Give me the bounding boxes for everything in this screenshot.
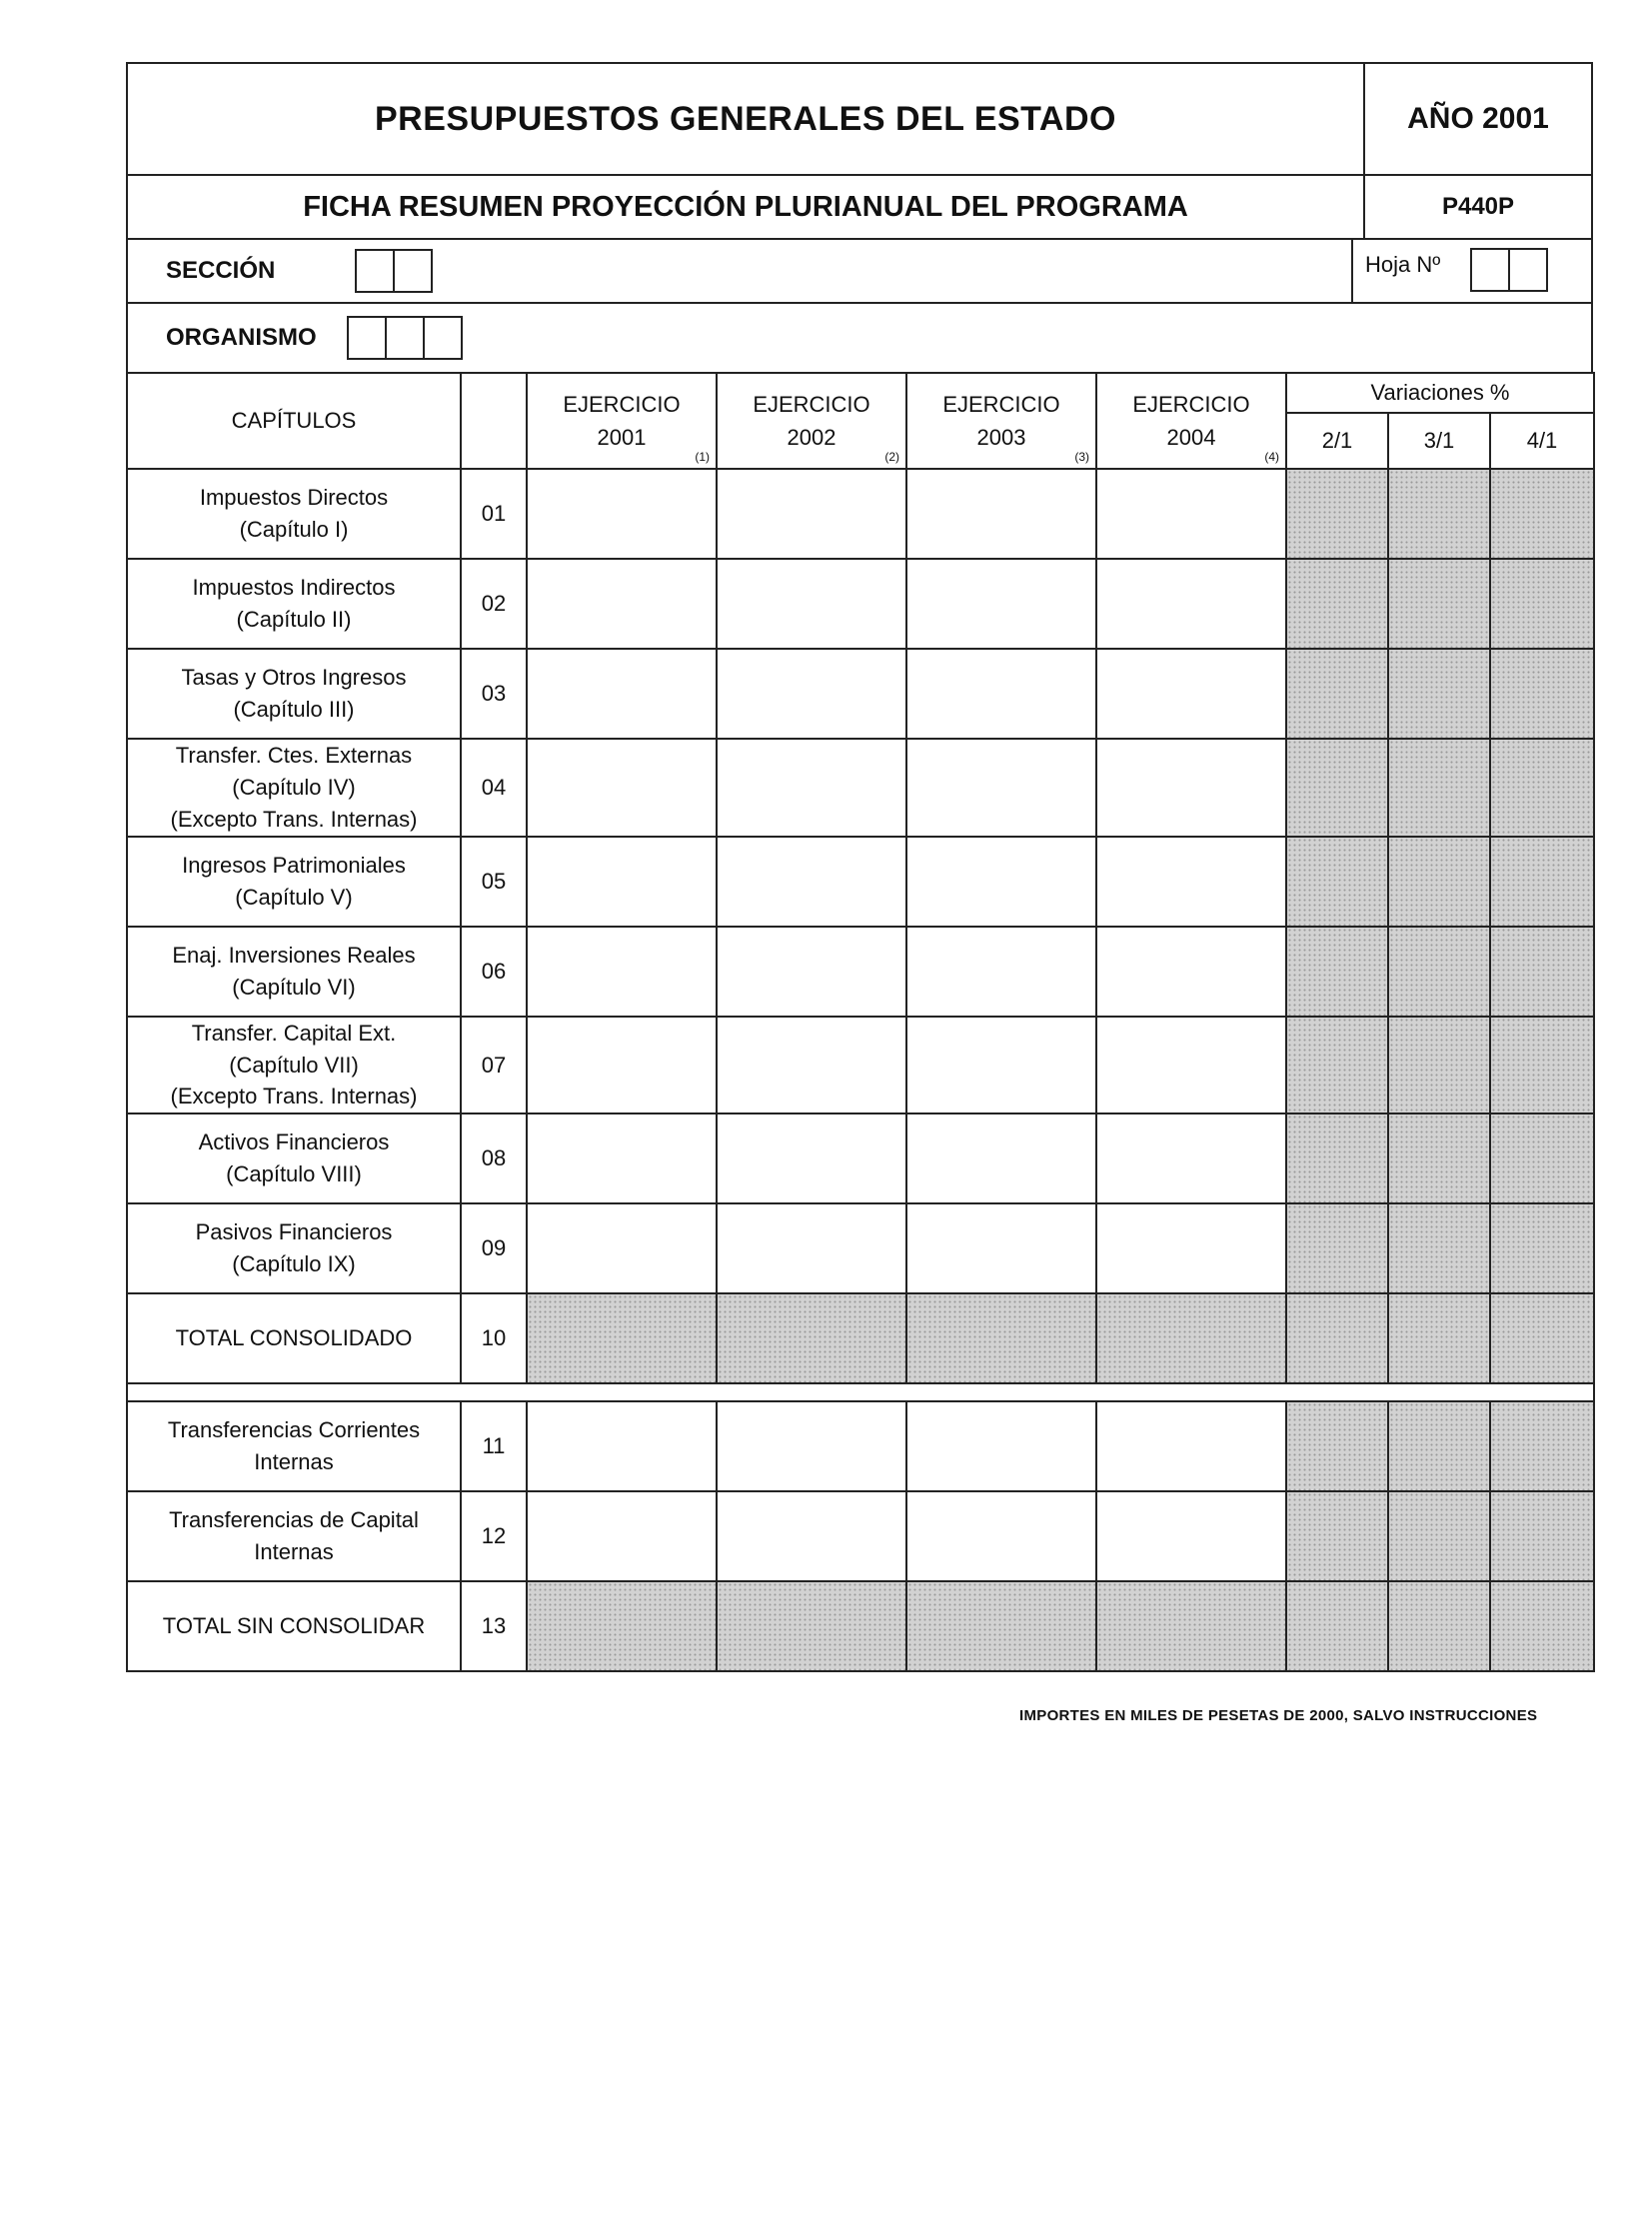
var-3-1-cell[interactable] <box>1388 1581 1490 1671</box>
table-row <box>127 1581 1594 1671</box>
ejercicio-2004-cell[interactable] <box>1096 559 1286 649</box>
var-3-1-cell[interactable] <box>1388 1491 1490 1581</box>
chapter-label <box>127 837 461 927</box>
chapter-label <box>127 649 461 739</box>
table-row <box>127 1017 1594 1114</box>
chapter-label <box>127 1017 461 1114</box>
ejercicio-2004-cell[interactable] <box>1096 1113 1286 1203</box>
ejercicio-2001-cell[interactable] <box>527 1113 717 1203</box>
ejercicio-2002-cell[interactable] <box>717 739 906 837</box>
ejercicio-2003-cell[interactable] <box>906 649 1096 739</box>
budget-form <box>126 62 1593 1672</box>
ejercicio-2004-cell[interactable] <box>1096 1581 1286 1671</box>
table-row <box>127 1401 1594 1491</box>
chapter-label-line: (Capítulo I) <box>239 517 349 542</box>
var-2-1-cell[interactable] <box>1286 1581 1388 1671</box>
table-row <box>127 927 1594 1017</box>
chapter-label-line: (Capítulo II) <box>236 607 352 632</box>
chapter-label-line: (Capítulo VI) <box>232 974 356 1000</box>
var-3-1-cell[interactable] <box>1388 739 1490 837</box>
ejercicio-2002-cell[interactable] <box>717 837 906 927</box>
chapter-code: 13 <box>461 1581 527 1671</box>
chapter-label <box>127 1491 461 1581</box>
chapter-label-line: Transferencias de Capital <box>169 1507 419 1533</box>
ejercicio-2002-cell[interactable] <box>717 559 906 649</box>
ejercicio-2004-cell[interactable] <box>1096 739 1286 837</box>
organismo-label: ORGANISMO <box>166 324 317 351</box>
ejercicio-2001-cell[interactable] <box>527 559 717 649</box>
table-row <box>127 739 1594 837</box>
form-title: PRESUPUESTOS GENERALES DEL ESTADO <box>375 99 1116 138</box>
ejercicio-2002-cell[interactable] <box>717 1113 906 1203</box>
organismo-row <box>126 302 1593 372</box>
ejercicio-2003-cell[interactable] <box>906 1581 1096 1671</box>
hoja-input-boxes[interactable] <box>1470 248 1548 292</box>
var-3-1-cell[interactable] <box>1388 1401 1490 1491</box>
var-3-1-cell[interactable] <box>1388 559 1490 649</box>
ejercicio-2001-cell[interactable] <box>527 1581 717 1671</box>
chapter-label-line: Enaj. Inversiones Reales <box>172 942 416 968</box>
var-3-1-cell[interactable] <box>1388 1017 1490 1114</box>
chapter-label-line: Internas <box>254 1449 334 1475</box>
chapter-code: 11 <box>461 1401 527 1491</box>
chapter-label <box>127 927 461 1017</box>
var-4-1-cell[interactable] <box>1490 469 1594 559</box>
chapter-label-line: Impuestos Indirectos <box>192 575 396 601</box>
ejercicio-2001-header: EJERCICIO 2001 (1) <box>527 373 717 469</box>
chapter-label <box>127 739 461 837</box>
ejercicio-2002-cell[interactable] <box>717 1581 906 1671</box>
chapter-label-line: (Capítulo III) <box>233 697 355 722</box>
table-row <box>127 469 1594 559</box>
var-2-1-header: 2/1 <box>1286 413 1388 469</box>
chapter-label-line: Tasas y Otros Ingresos <box>181 665 407 691</box>
ejercicio-2003-cell[interactable] <box>906 927 1096 1017</box>
var-3-1-cell[interactable] <box>1388 927 1490 1017</box>
table-header-row <box>127 373 1594 413</box>
table-row <box>127 559 1594 649</box>
chapter-label-line: Transferencias Corrientes <box>167 1417 421 1443</box>
chapter-label-line: Pasivos Financieros <box>195 1219 393 1245</box>
ejercicio-2003-cell[interactable] <box>906 1293 1096 1383</box>
ejercicio-2002-cell[interactable] <box>717 927 906 1017</box>
ejercicio-2002-cell[interactable] <box>717 1293 906 1383</box>
var-2-1-cell[interactable] <box>1286 559 1388 649</box>
ejercicio-2002-header: EJERCICIO 2002 (2) <box>717 373 906 469</box>
chapter-label <box>127 1401 461 1491</box>
var-4-1-cell[interactable] <box>1490 1401 1594 1491</box>
var-2-1-cell[interactable] <box>1286 927 1388 1017</box>
projection-table <box>126 372 1595 1672</box>
ejercicio-2001-cell[interactable] <box>527 1203 717 1293</box>
var-4-1-cell[interactable] <box>1490 559 1594 649</box>
var-3-1-cell[interactable] <box>1388 837 1490 927</box>
chapter-label-line: Impuestos Directos <box>199 485 389 511</box>
var-4-1-header: 4/1 <box>1490 413 1594 469</box>
ejercicio-2003-cell[interactable] <box>906 739 1096 837</box>
chapter-label-line: (Excepto Trans. Internas) <box>170 806 418 832</box>
chapter-label-line: Transfer. Capital Ext. <box>191 1020 397 1046</box>
seccion-label: SECCIÓN <box>166 257 276 284</box>
ejercicio-2004-cell[interactable] <box>1096 1491 1286 1581</box>
chapter-code: 06 <box>461 927 527 1017</box>
table-row <box>127 1293 1594 1383</box>
chapter-code: 03 <box>461 649 527 739</box>
chapter-code: 09 <box>461 1203 527 1293</box>
ejercicio-2004-cell[interactable] <box>1096 1203 1286 1293</box>
subtitle-row <box>126 174 1593 238</box>
ejercicio-2004-cell[interactable] <box>1096 649 1286 739</box>
var-3-1-cell[interactable] <box>1388 1203 1490 1293</box>
ejercicio-2003-cell[interactable] <box>906 837 1096 927</box>
ejercicio-2001-cell[interactable] <box>527 927 717 1017</box>
title-row <box>126 62 1593 174</box>
var-2-1-cell[interactable] <box>1286 1113 1388 1203</box>
chapter-label-line: (Capítulo VIII) <box>226 1161 362 1187</box>
ejercicio-2003-cell[interactable] <box>906 469 1096 559</box>
ejercicio-2002-cell[interactable] <box>717 1491 906 1581</box>
seccion-row <box>126 238 1593 302</box>
var-4-1-cell[interactable] <box>1490 927 1594 1017</box>
var-3-1-cell[interactable] <box>1388 649 1490 739</box>
chapter-label-line: (Capítulo VII) <box>229 1052 359 1078</box>
ejercicio-2001-cell[interactable] <box>527 739 717 837</box>
chapter-label <box>127 1203 461 1293</box>
chapter-label-line: (Excepto Trans. Internas) <box>170 1084 418 1109</box>
var-4-1-cell[interactable] <box>1490 1203 1594 1293</box>
section-separator <box>127 1383 1594 1401</box>
table-row <box>127 649 1594 739</box>
ejercicio-2004-header: EJERCICIO 2004 (4) <box>1096 373 1286 469</box>
program-code: P440P <box>1441 193 1515 220</box>
chapter-label-line: Activos Financieros <box>198 1129 390 1155</box>
ejercicio-2001-cell[interactable] <box>527 1293 717 1383</box>
var-3-1-cell[interactable] <box>1388 1113 1490 1203</box>
seccion-input-boxes[interactable] <box>355 249 433 293</box>
var-2-1-cell[interactable] <box>1286 739 1388 837</box>
ejercicio-2004-cell[interactable] <box>1096 1293 1286 1383</box>
chapter-label-line: Transfer. Ctes. Externas <box>175 743 413 768</box>
ejercicio-2003-cell[interactable] <box>906 1017 1096 1114</box>
total-consolidado-label: TOTAL CONSOLIDADO <box>127 1293 461 1383</box>
var-4-1-cell[interactable] <box>1490 1491 1594 1581</box>
chapter-label <box>127 559 461 649</box>
ejercicio-2004-cell[interactable] <box>1096 837 1286 927</box>
ejercicio-2002-cell[interactable] <box>717 649 906 739</box>
chapter-label-line: (Capítulo IV) <box>232 774 356 800</box>
chapter-label <box>127 1113 461 1203</box>
ejercicio-2003-cell[interactable] <box>906 1491 1096 1581</box>
variaciones-header: Variaciones % <box>1286 373 1594 413</box>
chapter-code: 12 <box>461 1491 527 1581</box>
var-2-1-cell[interactable] <box>1286 837 1388 927</box>
var-4-1-cell[interactable] <box>1490 837 1594 927</box>
ejercicio-2002-cell[interactable] <box>717 1203 906 1293</box>
capitulos-header: CAPÍTULOS <box>127 373 461 469</box>
separator-cell <box>127 1383 1594 1401</box>
ejercicio-2002-cell[interactable] <box>717 469 906 559</box>
chapter-code: 05 <box>461 837 527 927</box>
var-2-1-cell[interactable] <box>1286 1401 1388 1491</box>
var-2-1-cell[interactable] <box>1286 1293 1388 1383</box>
var-3-1-header: 3/1 <box>1388 413 1490 469</box>
chapter-code: 08 <box>461 1113 527 1203</box>
year-label: AÑO 2001 <box>1407 102 1549 135</box>
footer-note: IMPORTES EN MILES DE PESETAS DE 2000, SALVO INSTRUCCIONES <box>1019 1707 1538 1724</box>
ejercicio-2004-cell[interactable] <box>1096 1401 1286 1491</box>
form-subtitle: FICHA RESUMEN PROYECCIÓN PLURIANUAL DEL PROGRAMA <box>303 190 1188 223</box>
organismo-input-boxes[interactable] <box>347 316 463 360</box>
chapter-code: 10 <box>461 1293 527 1383</box>
ejercicio-2004-cell[interactable] <box>1096 469 1286 559</box>
var-4-1-cell[interactable] <box>1490 1293 1594 1383</box>
ejercicio-2003-cell[interactable] <box>906 1113 1096 1203</box>
var-3-1-cell[interactable] <box>1388 469 1490 559</box>
ejercicio-2001-cell[interactable] <box>527 1491 717 1581</box>
chapter-code: 07 <box>461 1017 527 1114</box>
ejercicio-2003-header: EJERCICIO 2003 (3) <box>906 373 1096 469</box>
var-4-1-cell[interactable] <box>1490 1581 1594 1671</box>
total-sin-consolidar-label: TOTAL SIN CONSOLIDAR <box>127 1581 461 1671</box>
chapter-label-line: Ingresos Patrimoniales <box>182 852 406 878</box>
chapter-code: 01 <box>461 469 527 559</box>
ejercicio-2001-cell[interactable] <box>527 1017 717 1114</box>
ejercicio-2001-cell[interactable] <box>527 469 717 559</box>
ejercicio-2004-cell[interactable] <box>1096 1017 1286 1114</box>
chapter-code: 04 <box>461 739 527 837</box>
ejercicio-2003-cell[interactable] <box>906 1401 1096 1491</box>
var-2-1-cell[interactable] <box>1286 649 1388 739</box>
ejercicio-2004-cell[interactable] <box>1096 927 1286 1017</box>
chapter-code: 02 <box>461 559 527 649</box>
chapter-label-line: (Capítulo V) <box>235 884 353 910</box>
chapter-label-line: Internas <box>254 1539 334 1565</box>
table-row <box>127 1203 1594 1293</box>
table-row <box>127 1491 1594 1581</box>
var-4-1-cell[interactable] <box>1490 1113 1594 1203</box>
chapter-label-line: (Capítulo IX) <box>232 1251 356 1277</box>
hoja-label: Hoja Nº <box>1365 252 1441 277</box>
ejercicio-2003-cell[interactable] <box>906 559 1096 649</box>
chapter-rows <box>127 469 1594 1671</box>
code-header <box>461 373 527 469</box>
var-2-1-cell[interactable] <box>1286 1017 1388 1114</box>
var-2-1-cell[interactable] <box>1286 1203 1388 1293</box>
var-4-1-cell[interactable] <box>1490 649 1594 739</box>
ejercicio-2001-cell[interactable] <box>527 649 717 739</box>
ejercicio-2002-cell[interactable] <box>717 1401 906 1491</box>
table-row <box>127 1113 1594 1203</box>
var-4-1-cell[interactable] <box>1490 1017 1594 1114</box>
ejercicio-2001-cell[interactable] <box>527 837 717 927</box>
var-2-1-cell[interactable] <box>1286 1491 1388 1581</box>
ejercicio-2003-cell[interactable] <box>906 1203 1096 1293</box>
chapter-label <box>127 469 461 559</box>
var-4-1-cell[interactable] <box>1490 739 1594 837</box>
ejercicio-2002-cell[interactable] <box>717 1017 906 1114</box>
var-3-1-cell[interactable] <box>1388 1293 1490 1383</box>
var-2-1-cell[interactable] <box>1286 469 1388 559</box>
table-row <box>127 837 1594 927</box>
ejercicio-2001-cell[interactable] <box>527 1401 717 1491</box>
